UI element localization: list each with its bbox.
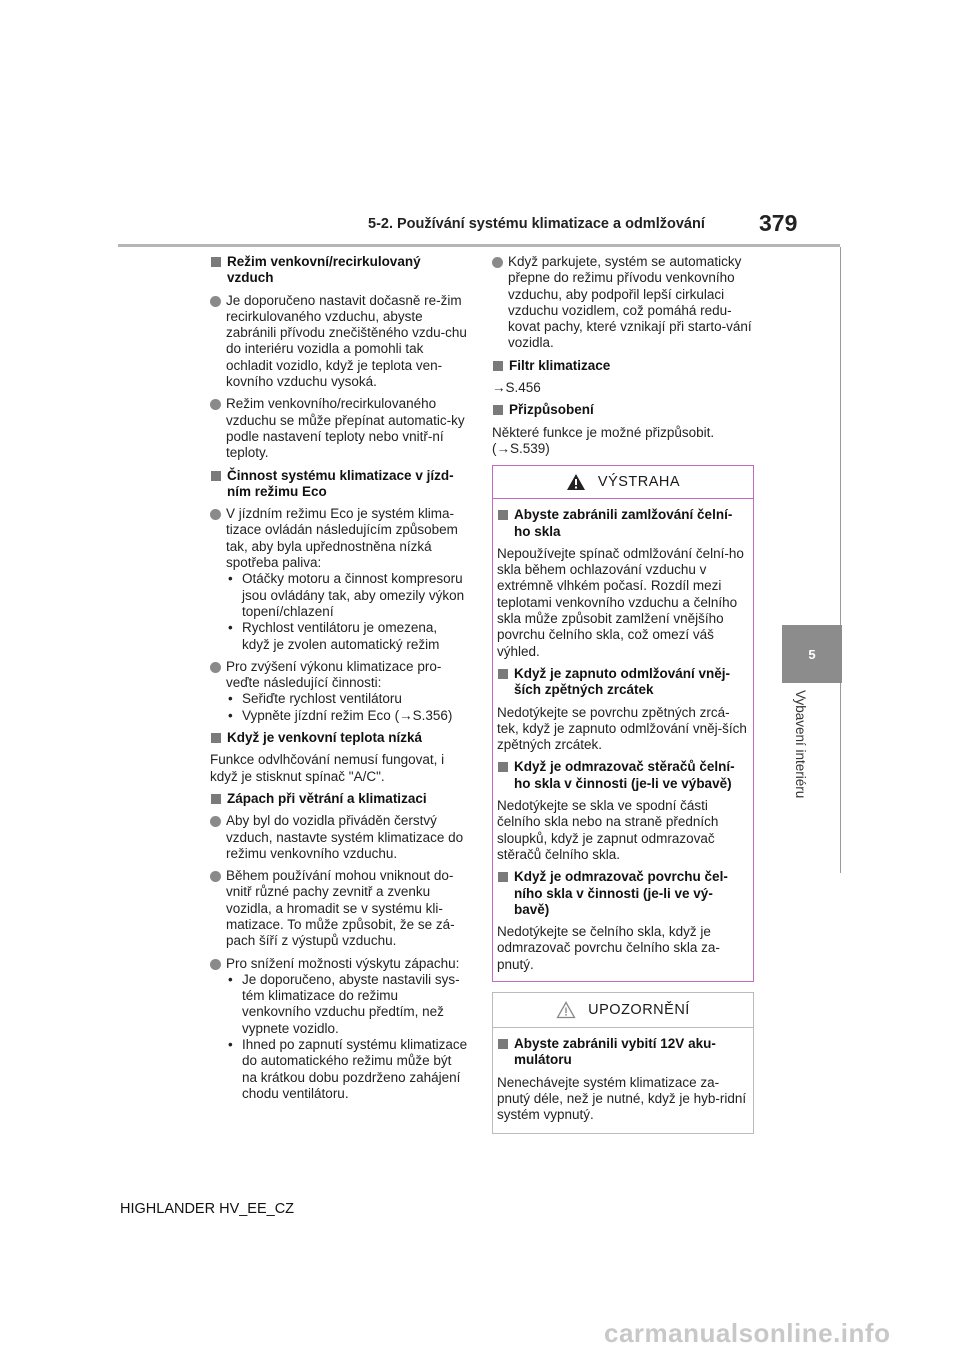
footer-model-code: HIGHLANDER HV_EE_CZ — [120, 1201, 295, 1217]
caution-triangle-icon — [556, 1001, 576, 1019]
header-rule — [118, 244, 840, 247]
bullet-parking: Když parkujete, systém se automaticky přepne do režimu přívodu venkovního vzduchu, aby podpořil lepší cirkulaci vzduchu vozidlem, což pomáhá redu-kovat pachy, které vznikají při starto-vání vozidla. — [492, 254, 754, 352]
customization-text: Některé funkce je možné přizpůsobit. (→S.539) — [492, 424, 715, 456]
heading-eco-mode: Činnost systému klimatizace v jízd-ním režimu Eco — [210, 468, 468, 501]
bullet-fresh-air: Aby byl do vozidla přiváděn čerstvý vzduch, nastavte systém klimatizace do režimu venkovního vzduchu. — [210, 813, 468, 862]
bullet-recirc-tip: Je doporučeno nastavit dočasně re-žim recirkulovaného vzduchu, abyste zabránili přívodu znečištěného vzdu-chu do interiéru vozidla a pomohli tak ochladit vozidlo, když je teplota ven-kovního vzduchu vysoká. — [210, 293, 468, 391]
bullet-odors: Během používání mohou vniknout do-vnitř různé pachy zevnitř a zvenku vozidla, a hromadit se v systému kli-matizace. To může způsobit, že se zá-pach šíří z výstupů vzduchu. — [210, 868, 468, 949]
warning-header — [493, 466, 753, 499]
sub-item: • Otáčky motoru a činnost kompresoru jsou ovládány tak, aby omezily výkon topení/chlazení — [226, 571, 468, 620]
sub-item: • Je doporučeno, abyste nastavili sys-tém klimatizace do režimu venkovního vzduchu předtím, než vypnete vozidlo. — [226, 972, 468, 1037]
notice-box — [492, 992, 754, 1134]
chapter-label: Vybavení interiéru — [793, 690, 808, 799]
right-column — [492, 254, 754, 1134]
bullet-reduce-odor — [210, 956, 468, 1103]
chapter-tab: 5 — [782, 625, 842, 683]
filter-reference: →S.456 — [492, 380, 541, 396]
notice-heading: UPOZORNĚNÍ — [588, 1001, 690, 1018]
heading-low-temp: Když je venkovní teplota nízká — [210, 730, 468, 746]
heading-air-mode: Režim venkovní/recirkulovaný vzduch — [210, 254, 468, 287]
bullet-eco-boost — [210, 659, 468, 724]
warning-item-title: Abyste zabránili zamlžování čelní-ho skla — [497, 507, 747, 540]
side-rule-top — [840, 247, 841, 625]
watermark: carmanualsonline.info — [604, 1318, 891, 1348]
notice-header — [493, 993, 753, 1028]
page-number: 379 — [759, 210, 798, 236]
warning-item-title: Když je odmrazovač povrchu čel-ního skla v činnosti (je-li ve vý-bavě) — [497, 869, 747, 918]
warning-triangle-icon — [566, 473, 586, 491]
warning-box — [492, 465, 754, 982]
bullet-boost-text: Pro zvýšení výkonu klimatizace pro-veďte následující činnosti: — [226, 658, 442, 691]
low-temp-text: Funkce odvlhčování nemusí fungovat, i když je stisknut spínač "A/C". — [210, 752, 445, 784]
heading-customization: Přizpůsobení — [492, 402, 754, 418]
bullet-auto-switch: Režim venkovního/recirkulovaného vzduchu se může přepínat automatic-ky podle nastavení teploty nebo vnitř-ní teploty. — [210, 396, 468, 461]
side-rule-bottom — [840, 683, 841, 873]
bullet-eco-text: V jízdním režimu Eco je systém klima-tizace ovládán následujícím způsobem tak, aby byla upřednostněna nízká spotřeba paliva: — [226, 506, 458, 571]
sub-item: • Ihned po zapnutí systému klimatizace do automatického režimu může být na krátkou dobu pozdrženo zahájení chodu ventilátoru. — [226, 1037, 468, 1102]
sub-item: • Vypněte jízdní režim Eco (→S.356) — [226, 708, 468, 724]
notice-item-title: Abyste zabránili vybití 12V aku-mulátoru — [497, 1036, 747, 1069]
bullet-eco-control — [210, 506, 468, 653]
warning-heading: VÝSTRAHA — [597, 474, 681, 491]
heading-odor: Zápach při větrání a klimatizaci — [210, 791, 468, 807]
warning-item-text: Nepoužívejte spínač odmlžování čelní-ho skla během ochlazování vzduchu v extrémně vlhkém počasí. Rozdíl mezi teplotami venkovního vzduchu a čelního skla může způsobit zamlžení vnějšího povrchu čelního skla, což omezí váš výhled. — [497, 545, 744, 659]
bullet-reduce-text: Pro snížení možnosti výskytu zápachu: — [226, 955, 460, 971]
sub-item: • Seřiďte rychlost ventilátoru — [226, 691, 468, 707]
warning-item-title: Když je odmrazovač stěračů čelní-ho skla v činnosti (je-li ve výbavě) — [497, 759, 747, 792]
notice-item-text: Nenechávejte systém klimatizace za-pnutý déle, než je nutné, když je hyb-ridní systém vypnutý. — [497, 1074, 747, 1123]
heading-filter: Filtr klimatizace — [492, 358, 754, 374]
left-column — [210, 254, 468, 1108]
warning-item-title: Když je zapnuto odmlžování vněj-ších zpětných zrcátek — [497, 666, 747, 699]
warning-item-text: Nedotýkejte se skla ve spodní části čelního skla nebo na straně předních sloupků, když je zapnut odmrazovač stěračů čelního skla. — [497, 798, 719, 862]
warning-item-text: Nedotýkejte se čelního skla, když je odmrazovač povrchu čelního skla za-pnutý. — [497, 924, 720, 972]
section-title: 5-2. Používání systému klimatizace a odmlžování — [368, 216, 705, 232]
warning-item-text: Nedotýkejte se povrchu zpětných zrcá-tek, když je zapnuto odmlžování vněj-ších zpětných zrcátek. — [497, 704, 747, 753]
sub-item: • Rychlost ventilátoru je omezena, když je zvolen automatický režim — [226, 620, 468, 653]
